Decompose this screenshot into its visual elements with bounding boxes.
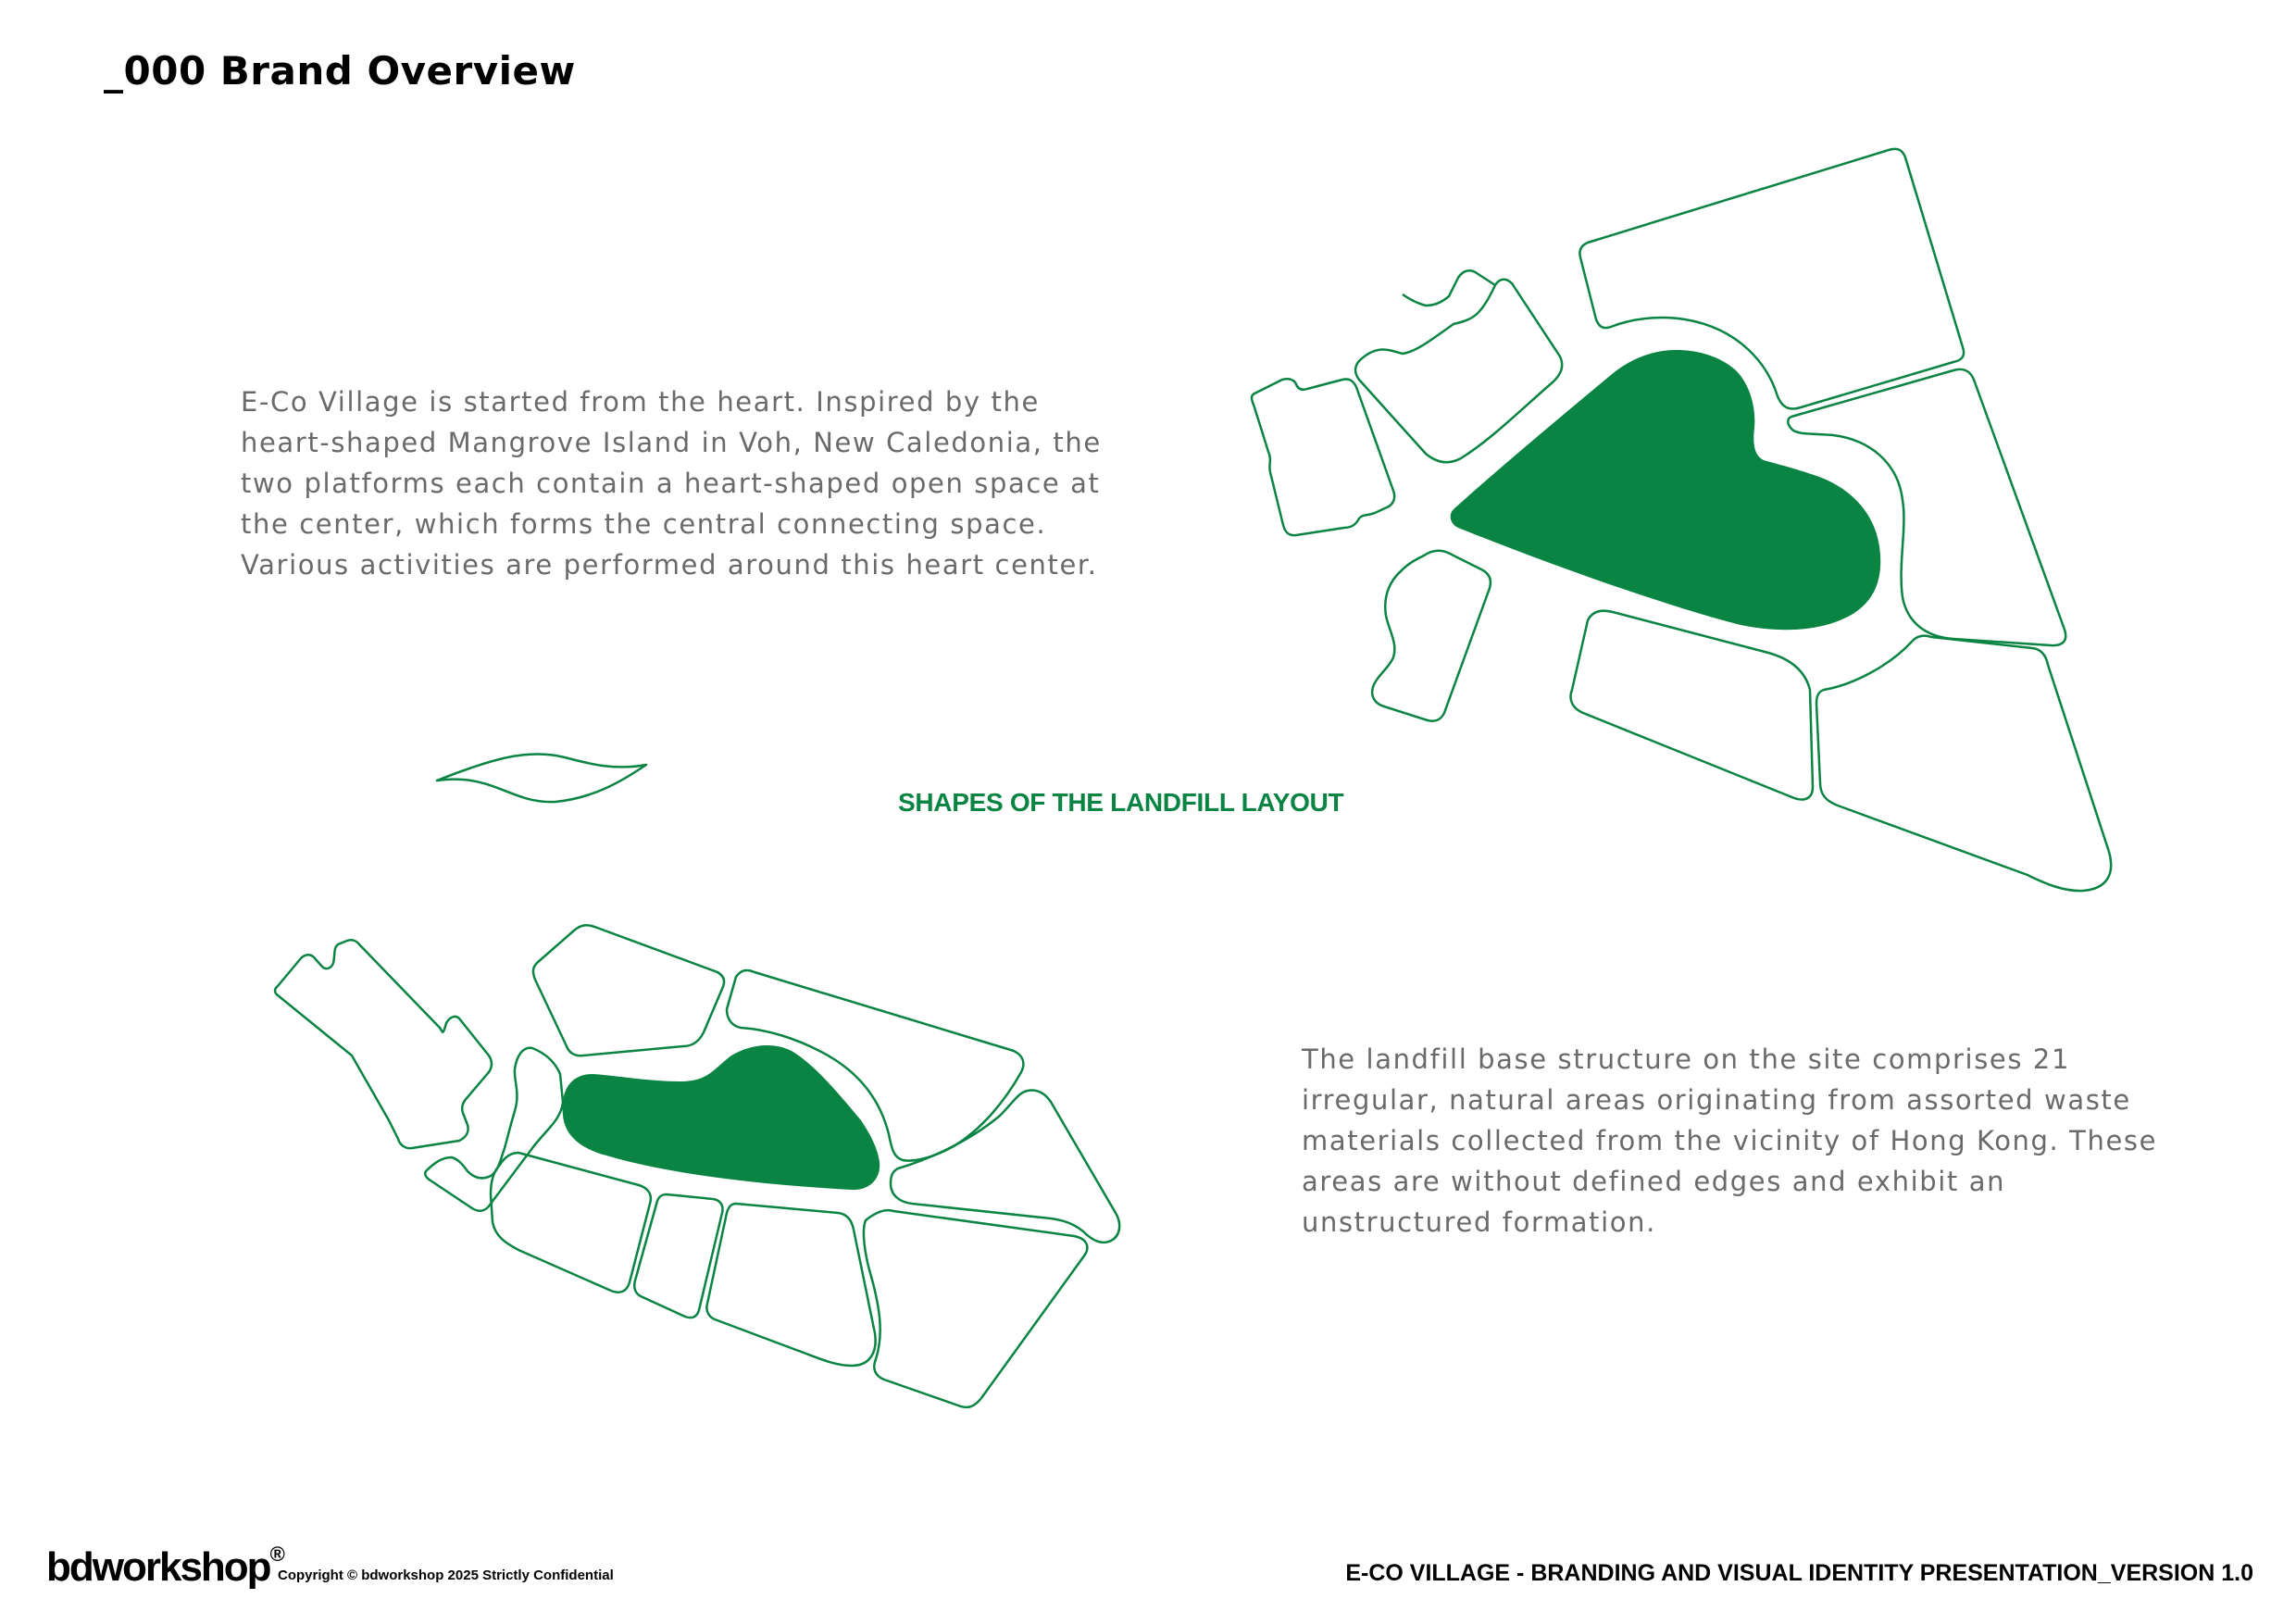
brand-logo <box>46 1544 285 1591</box>
lower-block-north-east <box>727 970 1023 1161</box>
upper-platform <box>1252 149 2111 891</box>
landfill-line: unstructured formation. <box>1302 1206 1656 1238</box>
leaf-shape <box>437 754 646 802</box>
upper-block-west-small <box>1403 270 1495 306</box>
copyright-notice: Copyright © bdworkshop 2025 Strictly Confidential <box>278 1568 614 1583</box>
upper-block-west-large <box>1355 280 1562 462</box>
intro-line: the center, which forms the central connecting space. <box>241 508 1047 540</box>
upper-block-south <box>1571 611 1814 800</box>
lower-block-north-west <box>533 925 724 1056</box>
intro-line: E-Co Village is started from the heart. Inspired by the <box>241 386 1040 418</box>
landfill-line: areas are without defined edges and exhibit an <box>1302 1166 2006 1197</box>
upper-block-east <box>1788 369 2065 645</box>
upper-block-far-west <box>1252 379 1394 535</box>
presentation-title: E-CO VILLAGE - BRANDING AND VISUAL IDENTITY PRESENTATION_VERSION 1.0 <box>1345 1560 2253 1586</box>
landfill-line: materials collected from the vicinity of Hong Kong. These <box>1302 1125 2158 1156</box>
upper-heart-space <box>1451 350 1881 630</box>
lower-block-south-west <box>491 1153 651 1293</box>
registered-mark: ® <box>269 1543 285 1566</box>
diagram-heading: SHAPES OF THE LANDFILL LAYOUT <box>898 788 1344 817</box>
landfill-paragraph <box>1302 1039 2157 1243</box>
lower-block-west-strip <box>425 1048 563 1211</box>
page-title: _000 Brand Overview <box>104 48 576 94</box>
intro-paragraph <box>241 381 1102 585</box>
brand-logo-text: bdworkshop <box>46 1544 270 1590</box>
lower-platform <box>275 925 1119 1407</box>
lower-block-east <box>891 1091 1119 1243</box>
intro-line: Various activities are performed around this heart center. <box>241 549 1098 581</box>
lower-block-far-west <box>275 940 492 1148</box>
upper-block-southwest <box>1372 551 1491 721</box>
lower-block-south-center <box>706 1204 875 1366</box>
lower-heart-space <box>562 1045 880 1190</box>
upper-block-southeast <box>1816 636 2111 891</box>
intro-line: two platforms each contain a heart-shaped open space at <box>241 468 1101 499</box>
upper-block-north <box>1579 149 1964 409</box>
lower-block-south-narrow <box>634 1194 722 1318</box>
landfill-line: irregular, natural areas originating from assorted waste <box>1302 1084 2131 1116</box>
intro-line: heart-shaped Mangrove Island in Voh, New Caledonia, the <box>241 427 1102 458</box>
landfill-line: The landfill base structure on the site comprises 21 <box>1302 1043 2070 1075</box>
lower-block-south-east <box>864 1210 1087 1407</box>
